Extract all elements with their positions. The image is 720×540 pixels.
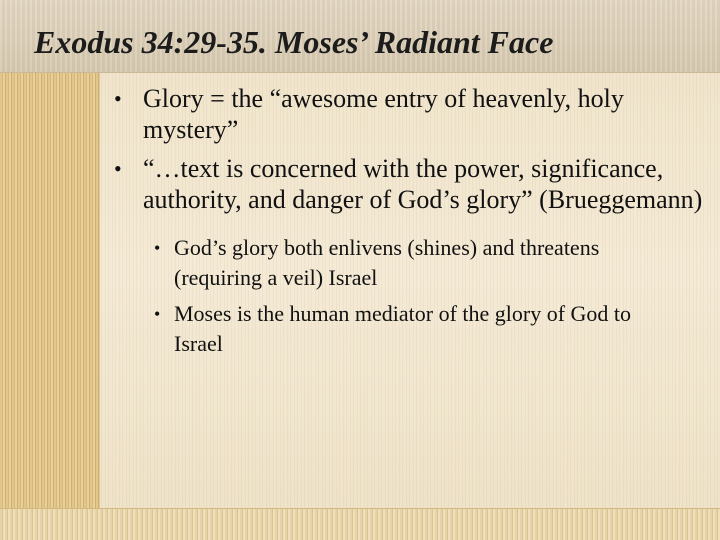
bullet-text: “…text is concerned with the power, significance, authority, and danger of God’s glory” (Brueggemann) <box>143 154 703 214</box>
sub-bullet-marker: • <box>154 238 161 258</box>
decorative-bottom-strip <box>0 508 720 540</box>
bullet-text: Glory = the “awesome entry of heavenly, holy mystery” <box>143 84 624 144</box>
title-bar <box>0 0 720 73</box>
bullet-item <box>100 153 710 215</box>
bullet-marker: • <box>114 86 122 111</box>
slide-content <box>100 74 710 504</box>
sub-bullet-item <box>100 299 710 359</box>
sub-bullet-marker: • <box>154 304 161 324</box>
sub-bullet-list <box>100 233 710 359</box>
bullet-item <box>100 83 710 145</box>
bullet-marker: • <box>114 156 122 181</box>
decorative-left-band <box>0 73 100 540</box>
sub-bullet-item <box>100 233 710 293</box>
sub-bullet-text: God’s glory both enlivens (shines) and threatens (requiring a veil) Israel <box>174 235 600 290</box>
sub-bullet-text: Moses is the human mediator of the glory of God to Israel <box>174 301 632 356</box>
bullet-list <box>100 83 710 215</box>
slide-title: Exodus 34:29-35. Moses’ Radiant Face <box>34 24 554 60</box>
